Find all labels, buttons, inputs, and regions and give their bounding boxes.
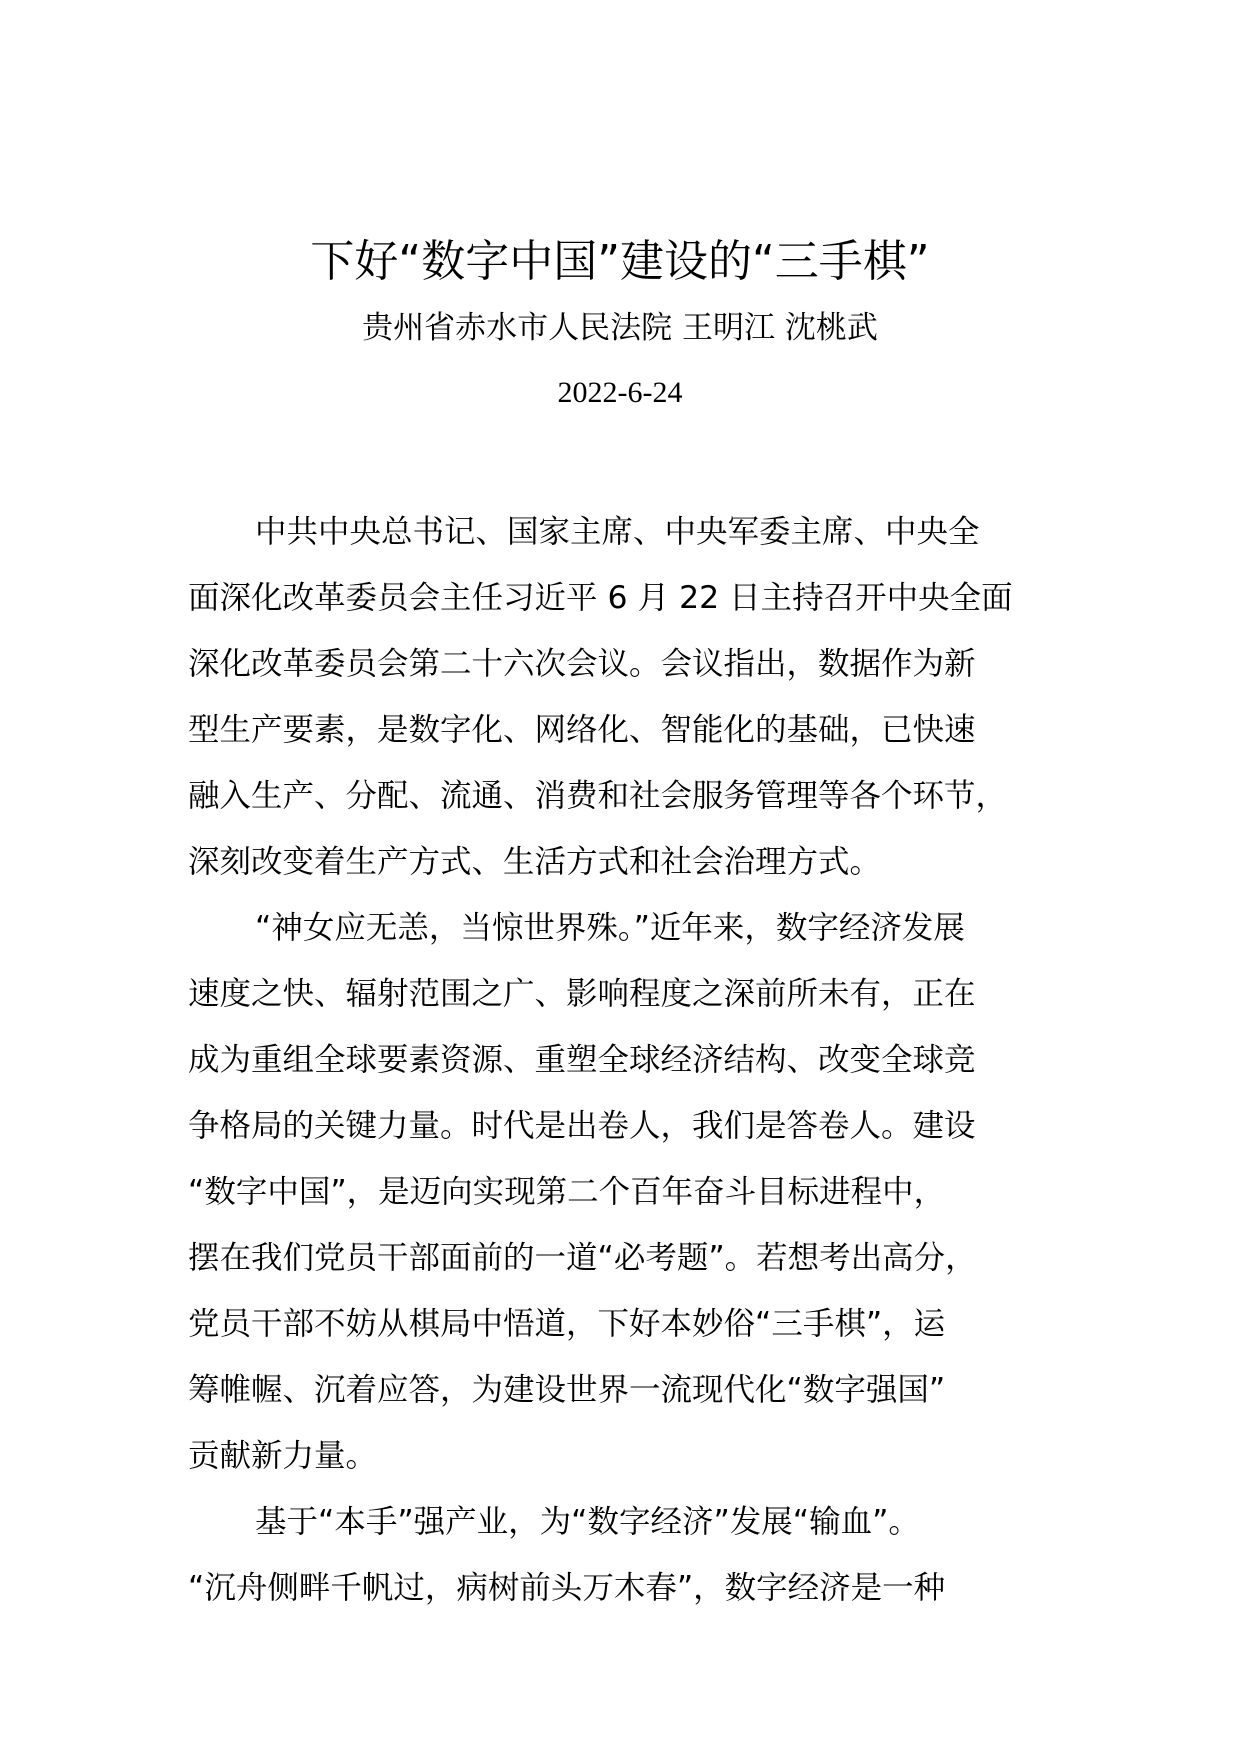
body-line: 中共中央总书记、国家主席、中央军委主席、中央全 — [255, 514, 980, 550]
body-line: “数字中国”，是迈向实现第二个百年奋斗目标进程中， — [188, 1174, 946, 1210]
body-line: 成为重组全球要素资源、重塑全球经济结构、改变全球竞 — [188, 1042, 976, 1078]
body-line: 争格局的关键力量。时代是出卷人，我们是答卷人。建设 — [188, 1108, 976, 1144]
body-line: 深化改革委员会第二十六次会议。会议指出，数据作为新 — [188, 646, 976, 682]
body-line: 型生产要素，是数字化、网络化、智能化的基础，已快速 — [188, 712, 976, 748]
publish-date: 2022-6-24 — [557, 376, 683, 409]
document-title: 下好“数字中国”建设的“三手棋” — [310, 236, 930, 287]
body-line: 速度之快、辐射范围之广、影响程度之深前所未有，正在 — [188, 976, 976, 1012]
body-line: 摆在我们党员干部面前的一道“必考题”。若想考出高分， — [188, 1240, 977, 1276]
author-byline: 贵州省赤水市人民法院 王明江 沈桃武 — [362, 310, 878, 346]
body-line: 贡献新力量。 — [188, 1438, 378, 1474]
body-line: 党员干部不妨从棋局中悟道，下好本妙俗“三手棋”，运 — [188, 1306, 946, 1342]
body-line: 面深化改革委员会主任习近平 6 月 22 日主持召开中央全面 — [188, 580, 1013, 616]
body-line: 深刻改变着生产方式、生活方式和社会治理方式。 — [188, 844, 882, 880]
body-line: “神女应无恙，当惊世界殊。”近年来，数字经济发展 — [255, 910, 965, 946]
article-body — [188, 499, 1058, 1621]
body-line: 融入生产、分配、流通、消费和社会服务管理等各个环节， — [188, 778, 1008, 814]
body-line: “沉舟侧畔千帆过，病树前头万木春”，数字经济是一种 — [188, 1570, 946, 1606]
body-line: 基于“本手”强产业，为“数字经济”发展“输血”。 — [255, 1504, 920, 1540]
body-line: 筹帷幄、沉着应答，为建设世界一流现代化“数字强国” — [188, 1372, 946, 1408]
